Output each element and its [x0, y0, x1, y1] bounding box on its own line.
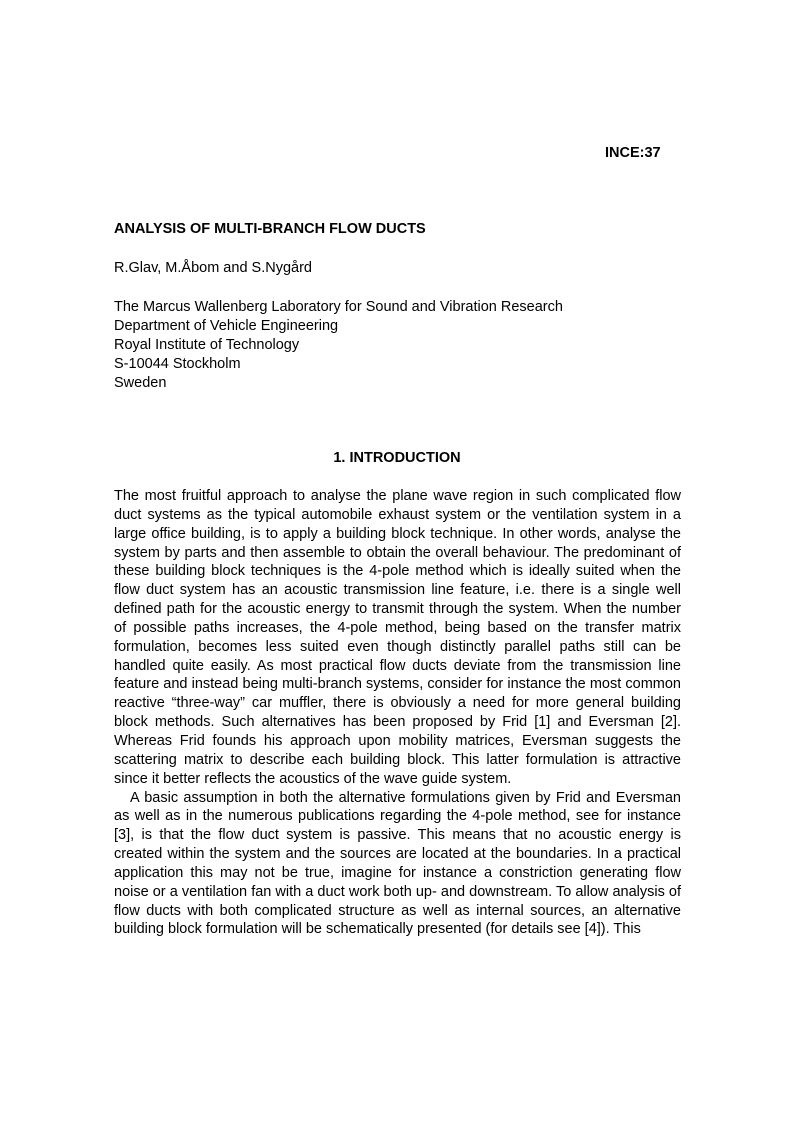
- affiliation-line: The Marcus Wallenberg Laboratory for Sound and Vibration Research: [114, 299, 563, 315]
- affiliation-line: Department of Vehicle Engineering: [114, 318, 339, 334]
- affiliation-block: [114, 298, 563, 393]
- affiliation-line: S-10044 Stockholm: [114, 356, 241, 372]
- body-paragraph: The most fruitful approach to analyse the plane wave region in such complicated flow duct systems as the typical automobile exhaust system or the ventilation system in a large office building, is to apply a building block technique. In other words, analyse the system by parts and then assemble to obtain the overall behaviour. The predominant of these building block techniques is the 4-pole method which is ideally suited when the flow duct system has an acoustic transmission line feature, i.e. there is a single well defined path for the acoustic energy to transmit through the system. When the number of possible paths increases, the 4-pole method, being based on the transfer matrix formulation, becomes less suited even though distinctly parallel paths still can be handled quite easily. As most practical flow ducts deviate from the transmission line feature and instead being multi-branch systems, consider for instance the most common reactive “three-way” car muffler, there is obviously a need for more general building block methods. Such alternatives has been proposed by Frid [1] and Eversman [2]. Whereas Frid founds his approach upon mobility matrices, Eversman suggests the scattering matrix to describe each building block. This latter formulation is attractive since it better reflects the acoustics of the wave guide system.: [114, 488, 681, 787]
- document-code: INCE:37: [605, 145, 661, 161]
- paper-title: ANALYSIS OF MULTI-BRANCH FLOW DUCTS: [114, 221, 426, 237]
- paper-authors: R.Glav, M.Åbom and S.Nygård: [114, 260, 312, 276]
- affiliation-line: Royal Institute of Technology: [114, 337, 300, 353]
- section-heading: 1. INTRODUCTION: [333, 450, 461, 466]
- section-body: [114, 487, 681, 939]
- body-paragraph: A basic assumption in both the alternative formulations given by Frid and Eversman as well as in the numerous publications regarding the 4-pole method, see for instance [3], is that the flow duct system is passive. This means that no acoustic energy is created within the system and the sources are located at the boundaries. In a practical application this may not be true, imagine for instance a constriction generating flow noise or a ventilation fan with a duct work both up- and downstream. To allow analysis of flow ducts with both complicated structure as well as internal sources, an alternative building block formulation will be schematically presented (for details see [4]). This: [114, 789, 681, 938]
- affiliation-line: Sweden: [114, 375, 167, 391]
